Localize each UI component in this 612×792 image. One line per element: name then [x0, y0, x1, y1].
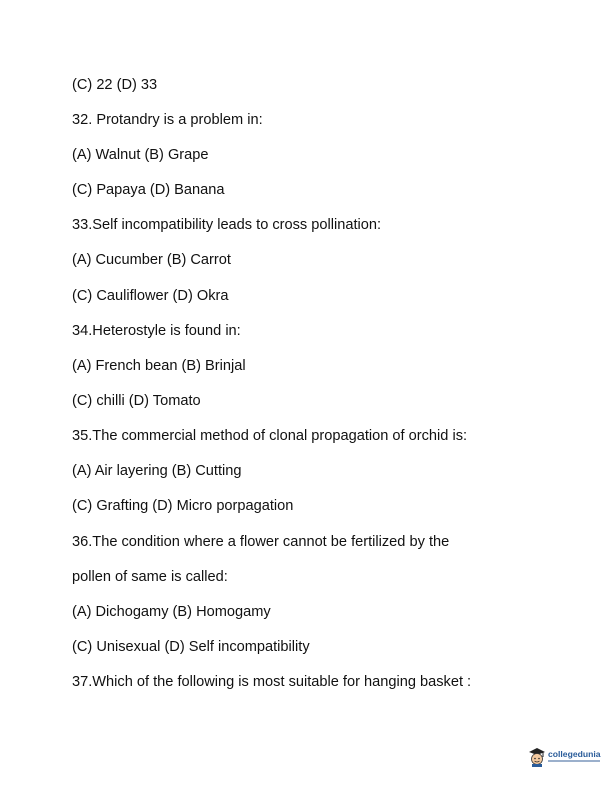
question-33: 33.Self incompatibility leads to cross pollination: [72, 217, 382, 233]
option-line: (C) Grafting (D) Micro porpagation [72, 498, 294, 514]
question-32: 32. Protandry is a problem in: [72, 112, 263, 128]
option-line: (A) French bean (B) Brinjal [72, 358, 246, 374]
collegedunia-logo [528, 744, 602, 770]
question-36: 36.The condition where a flower cannot be fertilized by the [72, 534, 450, 550]
logo-tagline-bar [548, 760, 600, 762]
option-line: (A) Walnut (B) Grape [72, 147, 209, 163]
option-line: (C) Papaya (D) Banana [72, 182, 225, 198]
student-mascot-icon [528, 747, 546, 767]
question-37: 37.Which of the following is most suitable for hanging basket : [72, 674, 472, 690]
option-line: (C) 22 (D) 33 [72, 77, 158, 93]
option-line: (C) Cauliflower (D) Okra [72, 288, 229, 304]
option-line: (C) chilli (D) Tomato [72, 393, 201, 409]
question-35: 35.The commercial method of clonal propagation of orchid is: [72, 428, 468, 444]
option-line: (A) Cucumber (B) Carrot [72, 252, 231, 268]
logo-wordmark: collegedunia [548, 749, 601, 759]
question-36-continued: pollen of same is called: [72, 569, 228, 585]
option-line: (A) Air layering (B) Cutting [72, 463, 242, 479]
question-34: 34.Heterostyle is found in: [72, 323, 241, 339]
option-line: (A) Dichogamy (B) Homogamy [72, 604, 271, 620]
option-line: (C) Unisexual (D) Self incompatibility [72, 639, 310, 655]
